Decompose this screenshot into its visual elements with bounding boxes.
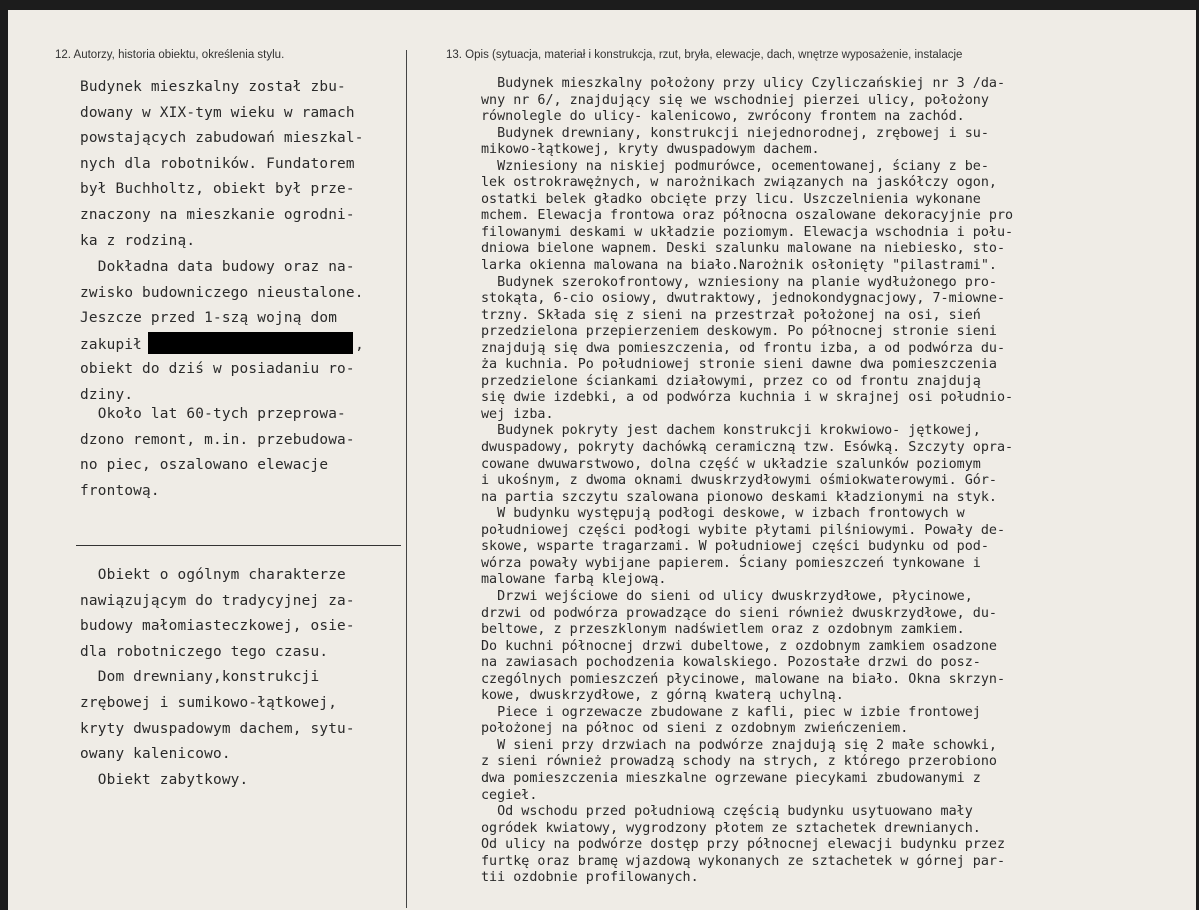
description-column	[481, 76, 1161, 887]
section-divider	[76, 545, 401, 546]
text-line: położonej na północ od sieni z ozdobnym zwieńczeniem.	[481, 721, 909, 737]
redacted-suffix: ,	[355, 336, 364, 353]
text-line: Dokładna data budowy oraz na-	[80, 259, 355, 275]
text-line: Drzwi wejściowe do sieni od ulicy dwuskrzydłowe, płycinowe,	[481, 588, 973, 604]
column-divider	[406, 50, 407, 908]
text-line: ka z rodziną.	[80, 232, 196, 249]
text-line-with-redaction	[80, 332, 400, 358]
text-line: cegieł.	[481, 787, 538, 803]
text-line: no piec, oszalowano elewacje	[80, 457, 329, 474]
text-line: i ukośnym, z dwoma oknami dwuskrzydłowymi ośmiokwaterowymi. Gór-	[481, 473, 997, 489]
text-line: ostatki belek gładko obcięte przy licu. Uszczelnienia wykonane	[481, 191, 981, 207]
text-line: kryty dwuspadowym dachem, sytu-	[80, 720, 355, 737]
text-line: nych dla robotników. Fundatorem	[80, 155, 355, 172]
text-line: frontową.	[80, 482, 160, 499]
text-line: południowej części podłogi wybite płytami pilśniowymi. Powały de-	[481, 522, 1006, 538]
text-line: tii ozdobnie profilowanych.	[481, 870, 699, 886]
text-line: Od wschodu przed południową częścią budynku usytuowano mały	[481, 804, 973, 820]
text-line: dziny.	[80, 386, 134, 403]
redaction-bar	[148, 332, 353, 354]
text-line: dowany w XIX-tym wieku w ramach	[80, 104, 355, 121]
text-line: Budynek szerokofrontowy, wzniesiony na planie wydłużonego pro-	[481, 274, 997, 290]
redacted-prefix: zakupił	[80, 336, 143, 353]
text-line: Budynek mieszkalny został zbu-	[80, 79, 346, 95]
text-line: dniowa bielone wapnem. Deski szalunku malowane na niebiesko, sto-	[481, 241, 1006, 257]
text-line: na zawiasach pochodzenia kowalskiego. Pozostałe drzwi do posz-	[481, 655, 981, 671]
scan-border-left	[0, 0, 8, 910]
text-line: przedzielona przepierzeniem deskowym. Po północnej stronie sieni	[481, 324, 997, 340]
text-line: dwa pomieszczenia mieszkalne ogrzewane piecykami zbudowanymi z	[481, 770, 981, 786]
text-line: Piece i ogrzewacze zbudowane z kafli, piec w izbie frontowej	[481, 704, 981, 720]
text-line: powstających zabudowań mieszkal-	[80, 130, 364, 147]
text-line: malowane farbą klejową.	[481, 572, 667, 588]
history-paragraph-2	[80, 255, 400, 409]
text-line: zwisko budowniczego nieustalone.	[80, 284, 364, 301]
text-line: owany kalenicowo.	[80, 746, 231, 763]
text-line: stokąta, 6-cio osiowy, dwutraktowy, jednokondygnacjowy, 7-miowne-	[481, 291, 1006, 307]
text-line: cowane dwuwarstwowo, dolna część w układzie szalunków poziomym	[481, 456, 981, 472]
text-line: Dom drewniany,konstrukcji	[80, 669, 320, 686]
text-line: wej izba.	[481, 406, 554, 422]
text-line: znajdują się dwa pomieszczenia, od frontu izba, a od podwórza du-	[481, 340, 1006, 356]
text-line: Wzniesiony na niskiej podmurówce, ocementowanej, ściany z be-	[481, 158, 989, 174]
text-line: larka okienna malowana na biało.Narożnik osłonięty "pilastrami".	[481, 258, 997, 274]
text-line: się dwie izdebki, a od podwórza kuchnia i w skrajnej osi południo-	[481, 390, 1014, 406]
text-line: W sieni przy drzwiach na podwórze znajdują się 2 małe schowki,	[481, 737, 997, 753]
section-13-header: 13. Opis (sytuacja, materiał i konstrukcja, rzut, bryła, elewacje, dach, wnętrze wyposażenie, instalacje	[446, 49, 963, 61]
text-line: ogródek kwiatowy, wygrodzony płotem ze sztachetek drewnianych.	[481, 820, 981, 836]
text-line: czególnych pomieszczeń płycinowe, malowane na biało. Okna skrzyn-	[481, 671, 1006, 687]
text-line: dla robotniczego tego czasu.	[80, 643, 329, 660]
text-line: wórza powały wybijane papierem. Ściany pomieszczeń tynkowane i	[481, 555, 981, 571]
text-line: był Buchholtz, obiekt był prze-	[80, 181, 355, 198]
text-line: furtkę oraz bramę wjazdową wykonanych ze sztachetek w górnej par-	[481, 853, 1006, 869]
text-line: dwuspadowy, pokryty dachówką ceramiczną tzw. Esówką. Szczyty opra-	[481, 440, 1014, 456]
text-line: na partia szczytu szalowana pionowo deskami kładzionymi na styk.	[481, 489, 997, 505]
section-12-header: 12. Autorzy, historia obiektu, określenia stylu.	[55, 49, 285, 61]
text-line: zrębowej i sumikowo-łątkowej,	[80, 694, 338, 711]
text-line: wny nr 6/, znajdujący się we wschodniej pierzei ulicy, położony	[481, 92, 989, 108]
summary-block	[80, 563, 400, 793]
text-line: znaczony na mieszkanie ogrodni-	[80, 206, 355, 223]
text-line: z sieni również prowadzą schody na strych, z którego przerobiono	[481, 754, 997, 770]
text-line: filowanymi deskami w układzie poziomym. Elewacja wschodnia i połu-	[481, 224, 1014, 240]
text-line: Budynek mieszkalny położony przy ulicy Czyliczańskiej nr 3 /da-	[481, 76, 1006, 91]
text-line: obiekt do dziś w posiadaniu ro-	[80, 361, 355, 378]
text-line: trzny. Składa się z sieni na przestrzał położonej na osi, sień	[481, 307, 981, 323]
history-paragraph-1	[80, 75, 400, 254]
text-line: Budynek drewniany, konstrukcji niejednorodnej, zrębowej i su-	[481, 125, 989, 141]
text-line: przedzielone ściankami działowymi, przez co od frontu znajdują	[481, 373, 981, 389]
text-line: mchem. Elewacja frontowa oraz północna oszalowane dekoracyjnie pro	[481, 208, 1014, 224]
text-line: Obiekt zabytkowy.	[80, 771, 249, 788]
text-line: kowe, dwuskrzydłowe, z górną kwaterą uchylną.	[481, 688, 844, 704]
text-line: lek ostrokrawężnych, w narożnikach związanych na jaskółczy ogon,	[481, 175, 997, 191]
text-line: Do kuchni północnej drzwi dubeltowe, z ozdobnym zamkiem osadzone	[481, 638, 997, 654]
text-line: skowe, wsparte tragarzami. W południowej części budynku od pod-	[481, 539, 989, 555]
text-line: ża kuchnia. Po południowej stronie sieni dawne dwa pomieszczenia	[481, 357, 997, 373]
text-line: budowy małomiasteczkowej, osie-	[80, 618, 355, 635]
text-line: W budynku występują podłogi deskowe, w izbach frontowych w	[481, 506, 965, 522]
text-line: beltowe, z przeszklonym nadświetlem oraz z ozdobnym zamkiem.	[481, 622, 965, 638]
text-line: dzono remont, m.in. przebudowa-	[80, 431, 355, 448]
text-line: Od ulicy na podwórze dostęp przy północnej elewacji budynku przez	[481, 837, 1006, 853]
scan-border-top	[0, 0, 1199, 10]
text-line: Jeszcze przed 1-szą wojną dom	[80, 310, 338, 327]
text-line: drzwi od podwórza prowadzące do sieni również dwuskrzydłowe, du-	[481, 605, 997, 621]
history-paragraph-3	[80, 402, 400, 504]
text-line: równolegle do ulicy- kalenicowo, zwrócony frontem na zachód.	[481, 109, 965, 125]
text-line: nawiązującym do tradycyjnej za-	[80, 592, 355, 609]
text-line: mikowo-łątkowej, kryty dwuspadowym dachem.	[481, 142, 820, 158]
text-line: Około lat 60-tych przeprowa-	[80, 406, 346, 422]
text-line: Budynek pokryty jest dachem konstrukcji krokwiowo- jętkowej,	[481, 423, 981, 439]
text-line: Obiekt o ogólnym charakterze	[80, 567, 346, 583]
